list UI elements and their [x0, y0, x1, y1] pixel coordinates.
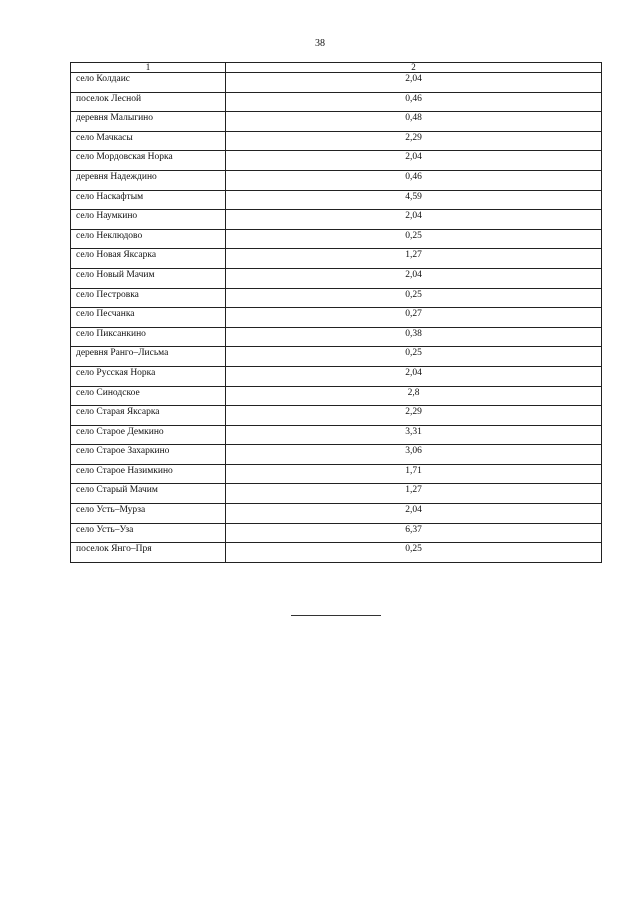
value-cell: 2,04	[226, 504, 602, 524]
column-header-1: 1	[71, 63, 226, 73]
settlement-name-cell: село Старое Захаркино	[71, 445, 226, 465]
table-row	[71, 131, 602, 151]
settlement-name-cell: поселок Лесной	[71, 92, 226, 112]
value-cell: 0,25	[226, 543, 602, 563]
table-row	[71, 425, 602, 445]
settlement-name-cell: село Мордовская Норка	[71, 151, 226, 171]
value-cell: 1,27	[226, 249, 602, 269]
value-cell: 2,04	[226, 151, 602, 171]
value-cell: 0,48	[226, 112, 602, 132]
value-cell: 2,04	[226, 73, 602, 93]
table-body	[71, 63, 602, 563]
table-row	[71, 249, 602, 269]
value-cell: 3,31	[226, 425, 602, 445]
value-cell: 2,29	[226, 131, 602, 151]
settlement-name-cell: село Новая Яксарка	[71, 249, 226, 269]
value-cell: 2,04	[226, 366, 602, 386]
settlement-name-cell: село Усть–Уза	[71, 523, 226, 543]
settlement-name-cell: село Песчанка	[71, 308, 226, 328]
value-cell: 0,38	[226, 327, 602, 347]
table-row	[71, 523, 602, 543]
settlement-name-cell: село Пестровка	[71, 288, 226, 308]
settlement-name-cell: село Старое Демкино	[71, 425, 226, 445]
value-cell: 0,25	[226, 288, 602, 308]
value-cell: 2,8	[226, 386, 602, 406]
value-cell: 1,27	[226, 484, 602, 504]
value-cell: 0,46	[226, 170, 602, 190]
settlement-name-cell: деревня Малыгино	[71, 112, 226, 132]
settlement-name-cell: село Мачкасы	[71, 131, 226, 151]
table-row	[71, 92, 602, 112]
table-row	[71, 504, 602, 524]
settlement-name-cell: село Колдаис	[71, 73, 226, 93]
table-row	[71, 73, 602, 93]
table-row	[71, 445, 602, 465]
column-header-2: 2	[226, 63, 602, 73]
table-row	[71, 151, 602, 171]
table-row	[71, 386, 602, 406]
table-row	[71, 112, 602, 132]
value-cell: 0,25	[226, 347, 602, 367]
settlement-name-cell: село Синодское	[71, 386, 226, 406]
settlement-name-cell: село Старый Мачим	[71, 484, 226, 504]
table-row	[71, 229, 602, 249]
value-cell: 1,71	[226, 464, 602, 484]
value-cell: 2,04	[226, 210, 602, 230]
table-row	[71, 190, 602, 210]
closing-divider-line	[291, 615, 381, 616]
value-cell: 3,06	[226, 445, 602, 465]
table-row	[71, 366, 602, 386]
value-cell: 2,04	[226, 268, 602, 288]
settlement-name-cell: село Наскафтым	[71, 190, 226, 210]
table-row	[71, 543, 602, 563]
table-row	[71, 327, 602, 347]
table-row	[71, 406, 602, 426]
value-cell: 4,59	[226, 190, 602, 210]
settlement-name-cell: деревня Надеждино	[71, 170, 226, 190]
data-table	[70, 62, 602, 563]
settlement-name-cell: село Пиксанкино	[71, 327, 226, 347]
table-row	[71, 347, 602, 367]
settlement-name-cell: село Новый Мачим	[71, 268, 226, 288]
value-cell: 0,27	[226, 308, 602, 328]
table-row	[71, 484, 602, 504]
settlement-name-cell: поселок Янго–Пря	[71, 543, 226, 563]
table-row	[71, 268, 602, 288]
table-row	[71, 288, 602, 308]
value-cell: 0,46	[226, 92, 602, 112]
table-row	[71, 308, 602, 328]
table-row	[71, 464, 602, 484]
settlement-name-cell: село Русская Норка	[71, 366, 226, 386]
settlement-name-cell: село Усть–Мурза	[71, 504, 226, 524]
settlement-name-cell: село Неклюдово	[71, 229, 226, 249]
value-cell: 6,37	[226, 523, 602, 543]
value-cell: 2,29	[226, 406, 602, 426]
value-cell: 0,25	[226, 229, 602, 249]
table-row	[71, 170, 602, 190]
page-number: 38	[315, 38, 325, 49]
settlement-name-cell: село Наумкино	[71, 210, 226, 230]
table-row	[71, 210, 602, 230]
settlement-name-cell: село Старое Назимкино	[71, 464, 226, 484]
settlement-name-cell: деревня Ранго–Лисьма	[71, 347, 226, 367]
settlement-name-cell: село Старая Яксарка	[71, 406, 226, 426]
table-header-row	[71, 63, 602, 73]
